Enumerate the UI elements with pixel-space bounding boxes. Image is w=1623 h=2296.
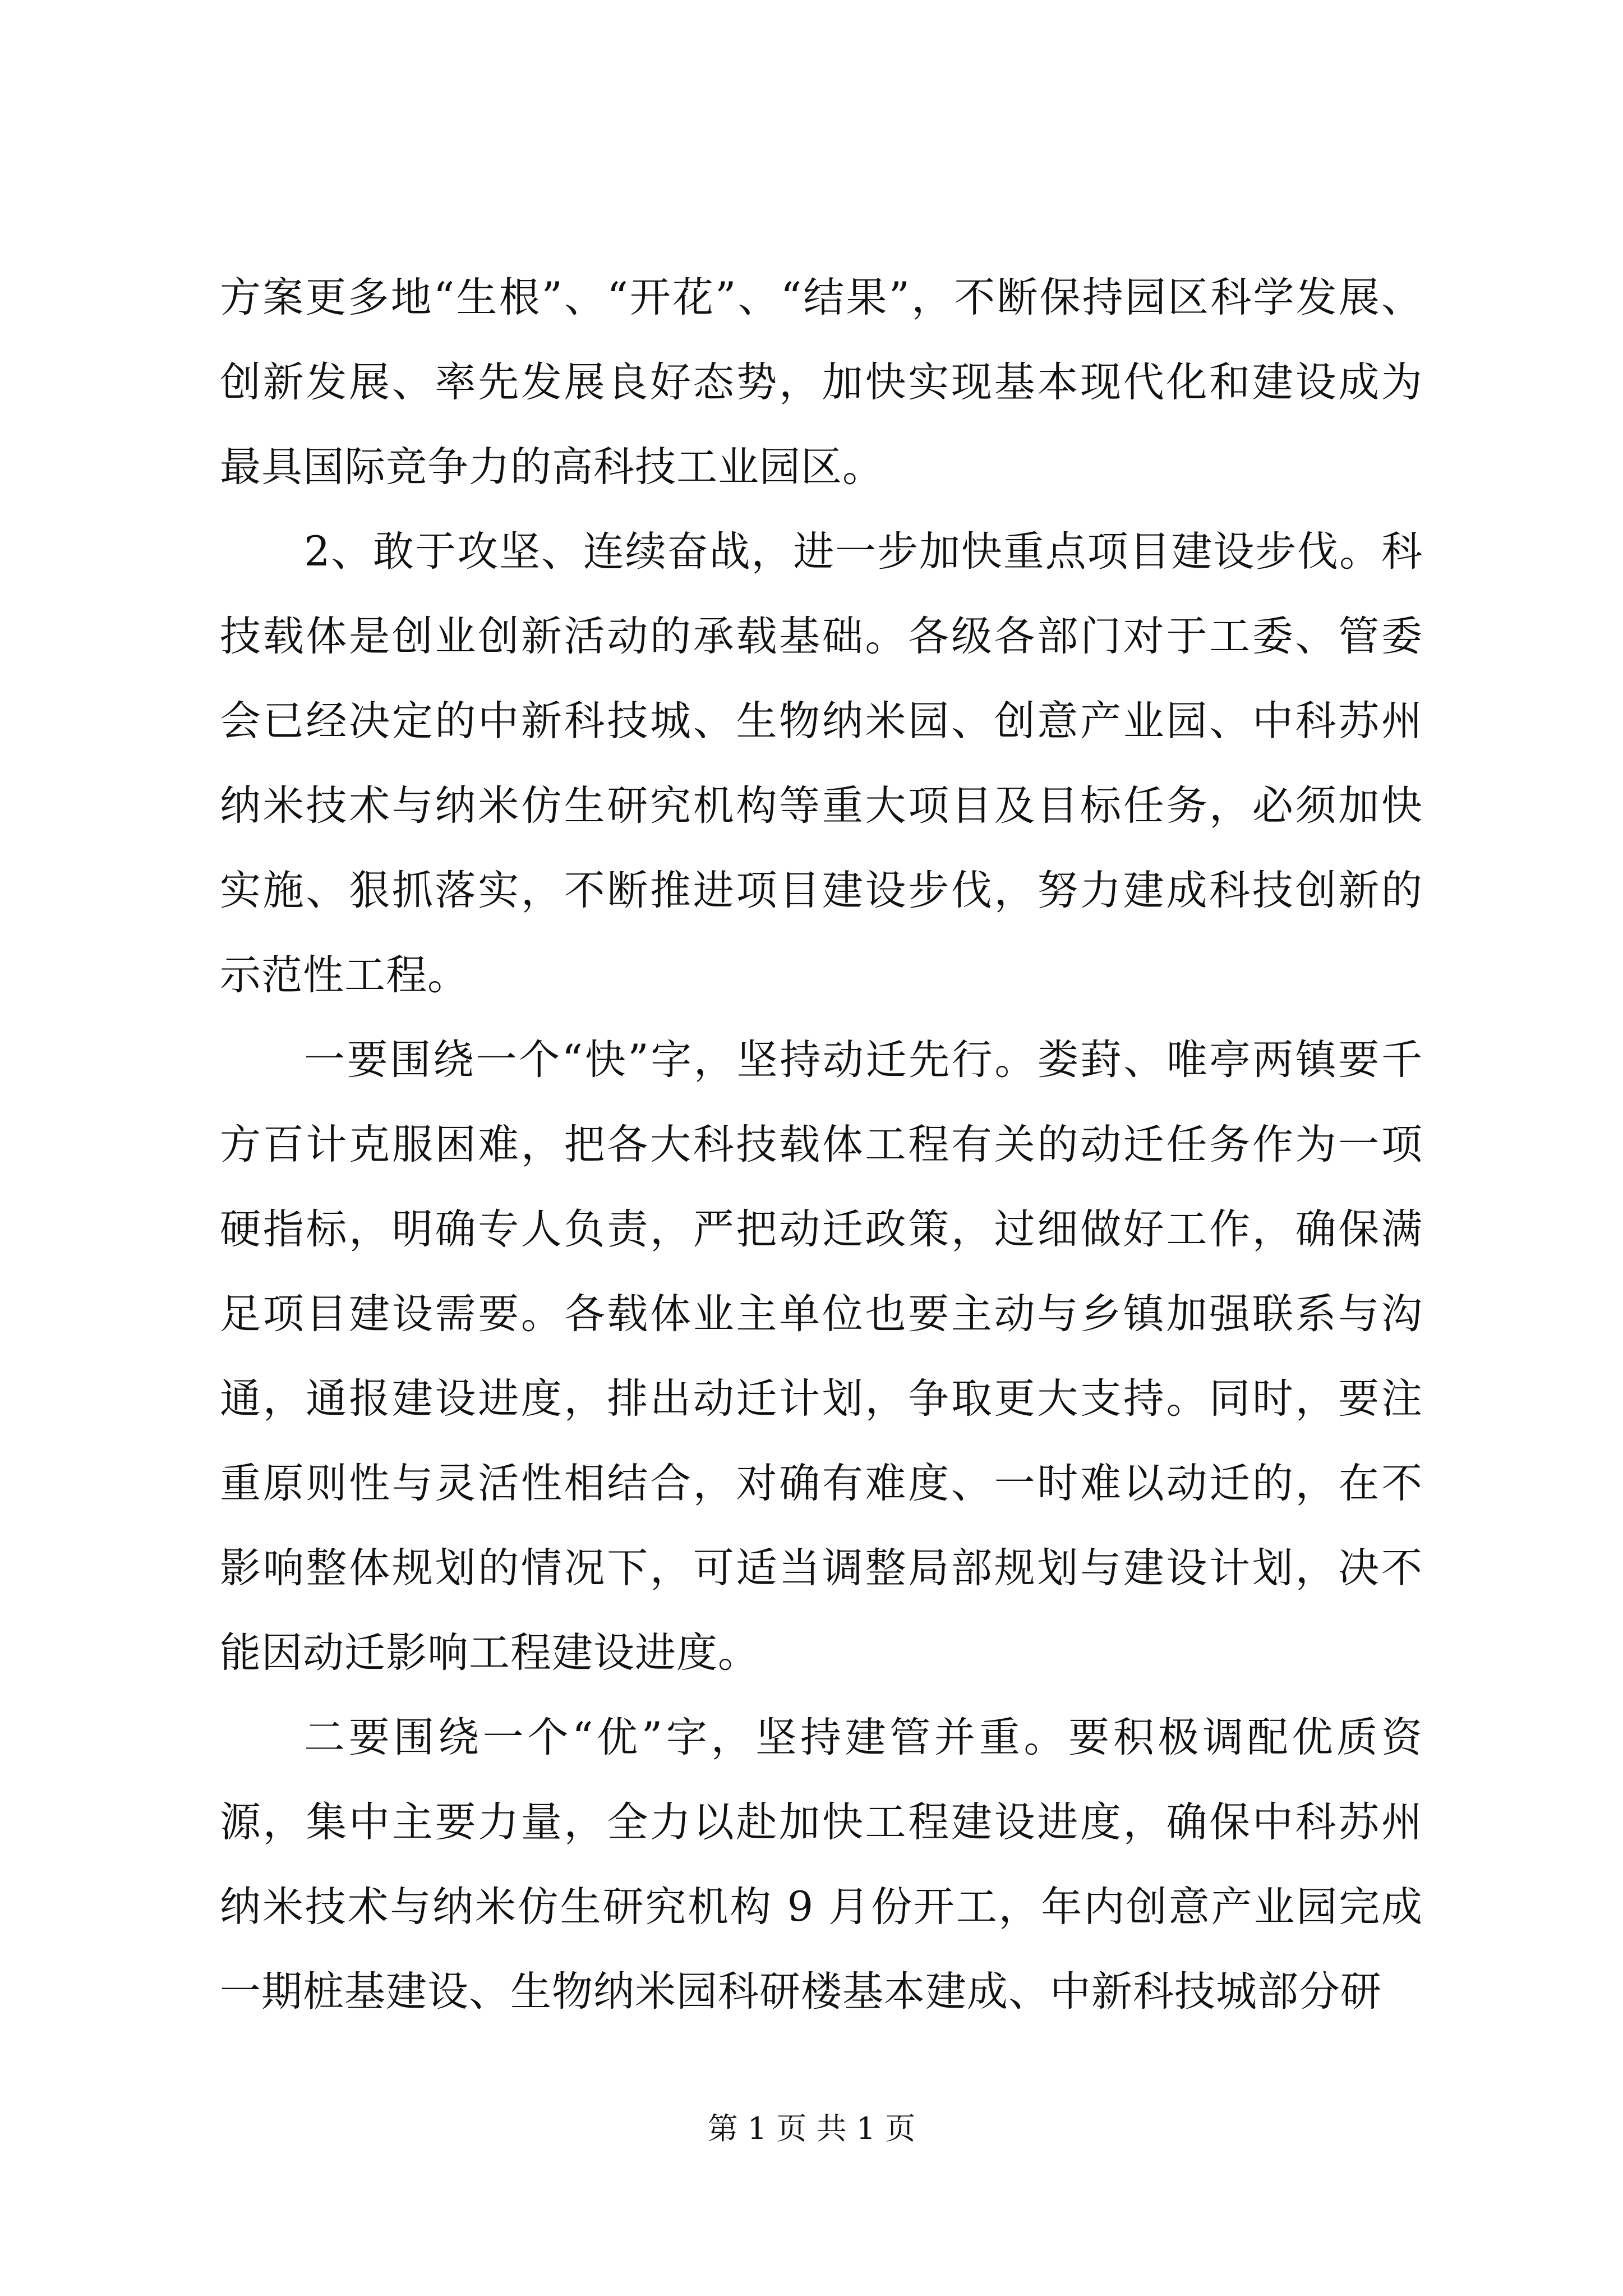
paragraph-key-projects: 2、敢于攻坚、连续奋战，进一步加快重点项目建设步伐。科技载体是创业创新活动的承载基础。各级各部门对于工委、管委会已经决定的中新科技城、生物纳米园、创意产业园、中科苏州纳米技术与纳米仿生研究机构等重大项目及目标任务，必须加快实施、狠抓落实，不断推进项目建设步伐，努力建成科技创新的示范性工程。	[220, 528, 1423, 999]
paragraph-relocation: 一要围绕一个“快”字，坚持动迁先行。娄葑、唯亭两镇要千方百计克服困难，把各大科技载体工程有关的动迁任务作为一项硬指标，明确专人负责，严把动迁政策，过细做好工作，确保满足项目建设需要。各载体业主单位也要主动与乡镇加强联系与沟通，通报建设进度，排出动迁计划，争取更大支持。同时，要注重原则性与灵活性相结合，对确有难度、一时难以动迁的，在不影响整体规划的情况下，可适当调整局部规划与建设计划，决不能因动迁影响工程建设进度。	[220, 1036, 1423, 1677]
page-footer: 第 1 页 共 1 页	[707, 2111, 916, 2146]
body-text	[220, 255, 1423, 2034]
paragraph-continuation: 方案更多地“生根”、“开花”、“结果”，不断保持园区科学发展、创新发展、率先发展良好态势，加快实现基本现代化和建设成为最具国际竞争力的高科技工业园区。	[220, 274, 1423, 491]
paragraph-construction: 二要围绕一个“优”字，坚持建管并重。要积极调配优质资源，集中主要力量，全力以赴加快工程建设进度，确保中科苏州纳米技术与纳米仿生研究机构 9 月份开工，年内创意产业园完成一期桩基建设、生物纳米园科研楼基本建成、中新科技城部分研	[220, 1714, 1423, 2016]
